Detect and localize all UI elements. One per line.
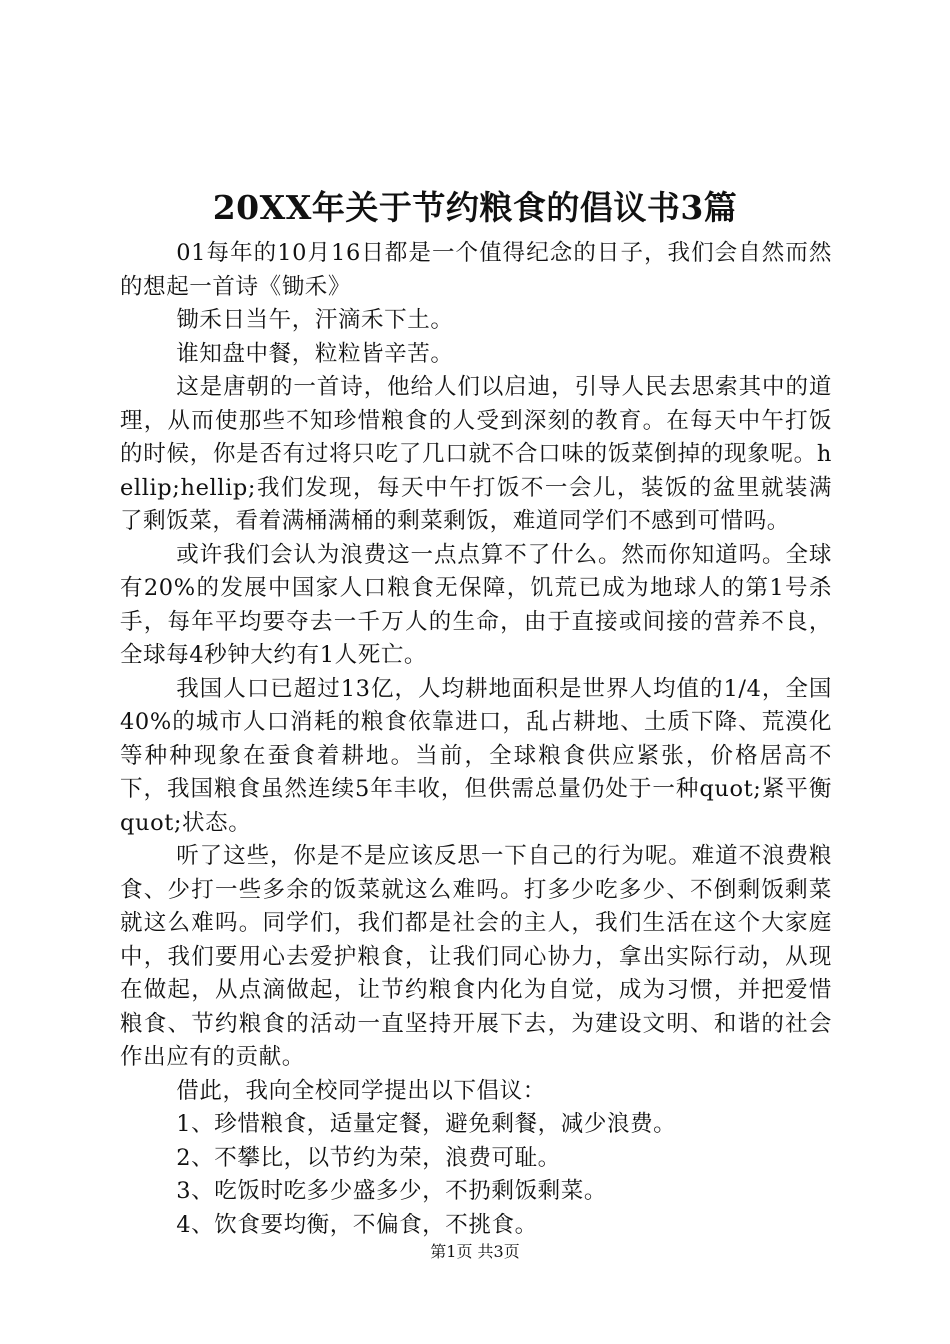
proposal-item-2: 2、不攀比，以节约为荣，浪费可耻。 xyxy=(176,1144,561,1171)
document-body xyxy=(120,237,832,1242)
paragraph-poem-meaning: 这是唐朝的一首诗，他给人们以启迪，引导人民去思索其中的道理，从而使那些不知珍惜粮食的人受到深刻的教育。在每天中午打饭的时候，你是否有过将只吃了几口就不合口味的饭菜倒掉的现象呢。hellip;hellip;我们发现，每天中午打饭不一会儿，装饭的盆里就装满了剩饭菜，看着满桶满桶的剩菜剩饭，难道同学们不感到可惜吗。 xyxy=(120,374,832,534)
poem-line-1: 锄禾日当午，汗滴禾下土。 xyxy=(176,307,454,333)
poem-line-2: 谁知盘中餐，粒粒皆辛苦。 xyxy=(176,340,454,367)
paragraph-intro: 01每年的10月16日都是一个值得纪念的日子，我们会自然而然的想起一首诗《锄禾》 xyxy=(120,240,832,300)
paragraph-global-hunger: 或许我们会认为浪费这一点点算不了什么。然而你知道吗。全球有20%的发展中国家人口粮食无保障，饥荒已成为地球人的第1号杀手，每年平均要夺去一千万人的生命，由于直接或间接的营养不良，全球每4秒钟大约有1人死亡。 xyxy=(120,541,832,668)
document-title: 20XX年关于节约粮食的倡议书3篇 xyxy=(212,188,738,227)
proposal-item-1: 1、珍惜粮食，适量定餐，避免剩餐，减少浪费。 xyxy=(176,1111,677,1137)
paragraph-national-situation: 我国人口已超过13亿，人均耕地面积是世界人均值的1/4，全国40%的城市人口消耗的粮食依靠进口，乱占耕地、土质下降、荒漠化等种种现象在蚕食着耕地。当前，全球粮食供应紧张，价格居高不下，我国粮食虽然连续5年丰收，但供需总量仍处于一种quot;紧平衡quot;状态。 xyxy=(120,675,832,836)
proposal-item-4: 4、饮食要均衡，不偏食，不挑食。 xyxy=(176,1211,538,1238)
page-number-footer: 第1页 共3页 xyxy=(430,1242,520,1261)
paragraph-reflection: 听了这些，你是不是应该反思一下自己的行为呢。难道不浪费粮食、少打一些多余的饭菜就这么难吗。打多少吃多少、不倒剩饭剩菜就这么难吗。同学们，我们都是社会的主人，我们生活在这个大家庭中，我们要用心去爱护粮食，让我们同心协力，拿出实际行动，从现在做起，从点滴做起，让节约粮食内化为自觉，成为习惯，并把爱惜粮食、节约粮食的活动一直坚持开展下去，为建设文明、和谐的社会作出应有的贡献。 xyxy=(120,843,832,1070)
proposal-item-3: 3、吃饭时吃多少盛多少，不扔剩饭剩菜。 xyxy=(176,1178,607,1204)
paragraph-proposal-intro: 借此，我向全校同学提出以下倡议： xyxy=(176,1077,546,1104)
